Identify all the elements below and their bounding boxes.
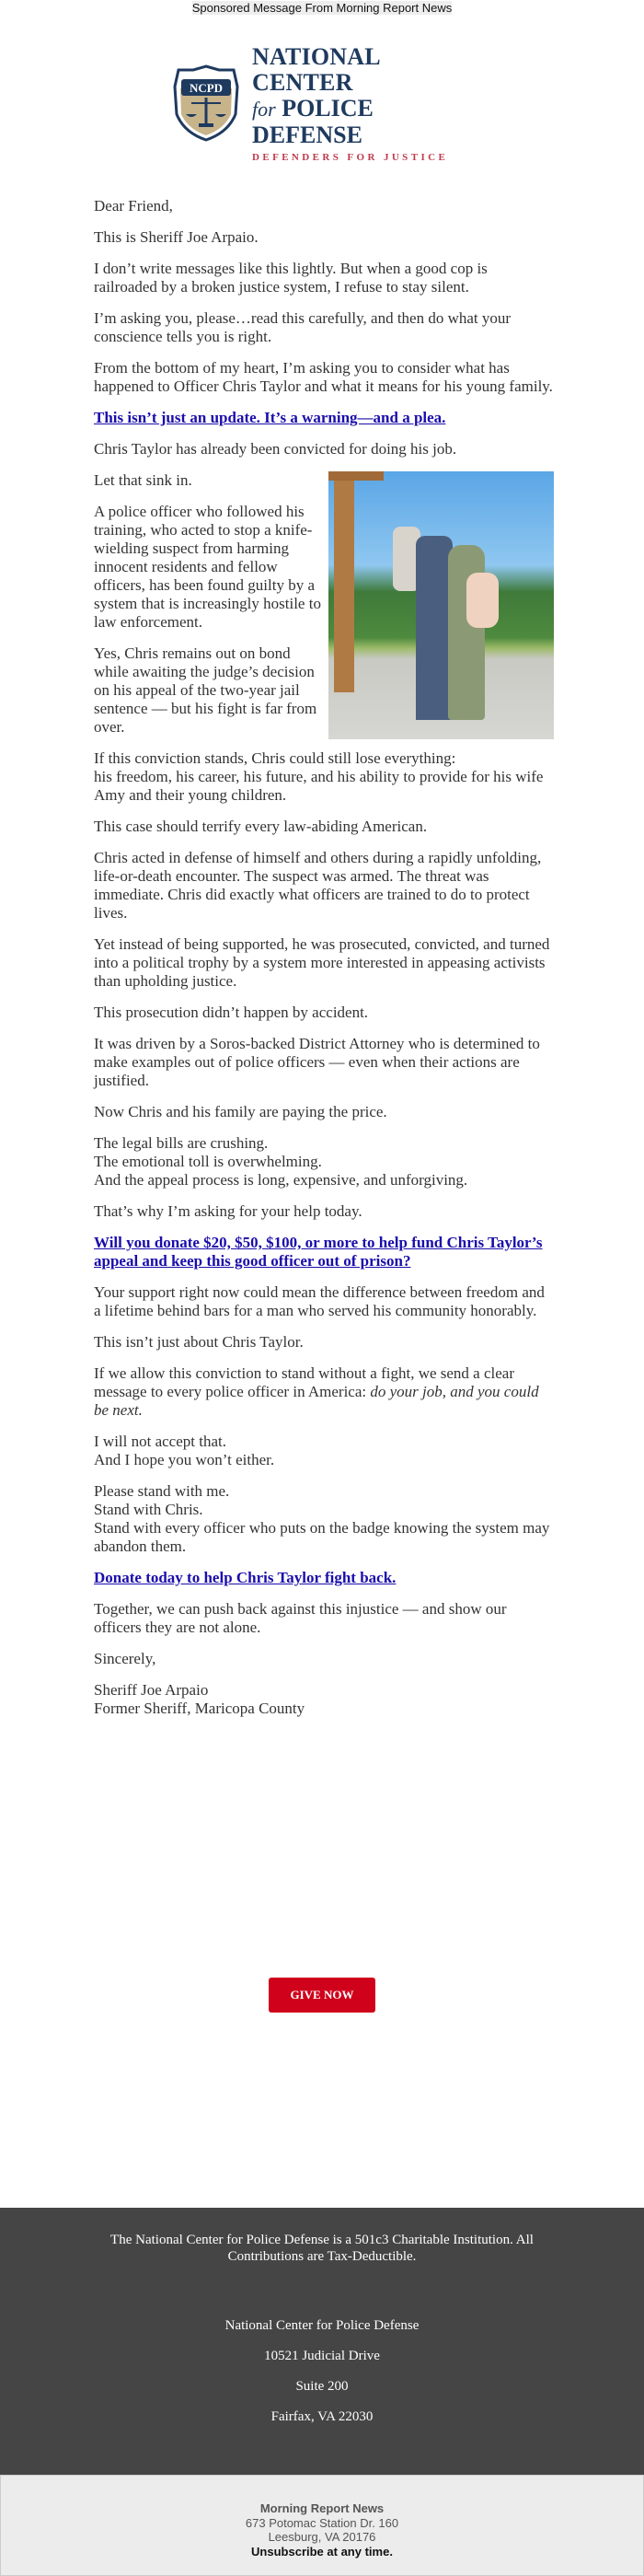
text: I will not accept that. — [94, 1433, 226, 1450]
paragraph: This prosecution didn’t happen by accident. — [94, 1004, 369, 1021]
greeting: Dear Friend, — [94, 197, 173, 215]
paragraph: Let that sink in. — [94, 471, 192, 489]
signature-title: Former Sheriff, Maricopa County — [94, 1700, 305, 1717]
donate-today-link[interactable]: Donate today to help Chris Taylor fight back. — [94, 1569, 397, 1586]
text: his freedom, his career, his future, and his ability to provide for his wife Amy and their young children. — [94, 768, 544, 804]
text: The legal bills are crushing. — [94, 1134, 269, 1152]
logo-tagline: DEFENDERS FOR JUSTICE — [252, 151, 449, 163]
logo-police-defense: POLICE DEFENSE — [252, 94, 374, 148]
paragraph: It was driven by a Soros-backed District Attorney who is determined to make examples out of police officers — even when their actions are justified. — [94, 1035, 540, 1089]
letter-body — [94, 197, 554, 1731]
signature-name: Sheriff Joe Arpaio — [94, 1681, 209, 1699]
paragraph — [94, 1134, 554, 1189]
publisher-street: 673 Potomac Station Dr. 160 — [245, 2515, 399, 2530]
logo-line1: NATIONAL CENTER — [252, 42, 380, 96]
paragraph: This is Sheriff Joe Arpaio. — [94, 228, 259, 246]
give-now-button[interactable]: GIVE NOW — [269, 1978, 375, 2013]
org-city: Fairfax, VA 22030 — [270, 2409, 374, 2424]
signature — [94, 1681, 554, 1718]
text: And I hope you won’t either. — [94, 1451, 275, 1468]
police-badge-icon — [173, 64, 239, 142]
paragraph: A police officer who followed his training, who acted to stop a knife-wielding suspect from harming innocent residents and fellow officers, has been found guilty by a system that is increasingly hostile to law enforcement. — [94, 503, 321, 631]
text: And the appeal process is long, expensive, and unforgiving. — [94, 1171, 468, 1189]
text: If this conviction stands, Chris could still lose everything: — [94, 749, 456, 767]
logo-for: for — [252, 97, 276, 121]
closing: Sincerely, — [94, 1650, 156, 1667]
paragraph: Chris acted in defense of himself and others during a rapidly unfolding, life-or-death encounter. The suspect was armed. The threat was immediate. Chris did exactly what officers are trained to do to protect lives. — [94, 849, 542, 922]
publisher-footer — [0, 2475, 644, 2576]
tax-disclaimer: The National Center for Police Defense is a 501c3 Charitable Institution. All Contributions are Tax-Deductible. — [110, 2233, 534, 2264]
org-footer — [0, 2208, 644, 2475]
family-photo — [328, 471, 554, 739]
org-address — [0, 2311, 644, 2432]
text: If we allow this conviction to stand without a fight, we send a clear message to every police officer in America: — [94, 1364, 514, 1400]
italic-text: do your job, and you could be next. — [94, 1383, 539, 1419]
paragraph: Yet instead of being supported, he was prosecuted, convicted, and turned into a political trophy by a system more interested in appeasing activists than upholding justice. — [94, 935, 550, 990]
logo-line2 — [252, 96, 467, 148]
publisher-name: Morning Report News — [259, 2501, 385, 2515]
org-name: National Center for Police Defense — [224, 2318, 420, 2333]
text: Stand with every officer who puts on the badge knowing the system may abandon them. — [94, 1519, 550, 1555]
paragraph: That’s why I’m asking for your help today. — [94, 1202, 362, 1220]
paragraph: From the bottom of my heart, I’m asking you to consider what has happened to Officer Chris Taylor and what it means for his young family. — [94, 359, 553, 395]
sponsored-banner — [0, 0, 644, 17]
paragraph: I’m asking you, please…read this carefully, and then do what your conscience tells you is right. — [94, 309, 512, 345]
paragraph: Now Chris and his family are paying the price. — [94, 1103, 387, 1120]
paragraph: Together, we can push back against this injustice — and show our officers they are not alone. — [94, 1600, 507, 1636]
paragraph: This isn’t just about Chris Taylor. — [94, 1333, 304, 1351]
paragraph: This case should terrify every law-abiding American. — [94, 818, 428, 835]
paragraph — [94, 1364, 554, 1420]
warning-link[interactable]: This isn’t just an update. It’s a warning—and a plea. — [94, 409, 446, 426]
unsubscribe-link[interactable]: Unsubscribe at any time. — [251, 2544, 393, 2559]
paragraph — [94, 749, 554, 805]
org-suite: Suite 200 — [295, 2379, 349, 2394]
text: Stand with Chris. — [94, 1501, 203, 1518]
text: Please stand with me. — [94, 1482, 230, 1500]
ncpd-logo[interactable] — [173, 42, 467, 163]
svg-text:NCPD: NCPD — [189, 81, 224, 95]
paragraph: Yes, Chris remains out on bond while awaiting the judge’s decision on his appeal of the two-year jail sentence — but his fight is far from over. — [94, 644, 317, 736]
paragraph: I don’t write messages like this lightly. But when a good cop is railroaded by a broken justice system, I refuse to stay silent. — [94, 260, 488, 296]
donate-amount-link[interactable]: Will you donate $20, $50, $100, or more to help fund Chris Taylor’s appeal and keep this good officer out of prison? — [94, 1234, 543, 1270]
paragraph: Chris Taylor has already been convicted for doing his job. — [94, 440, 457, 458]
paragraph — [94, 1433, 554, 1469]
paragraph — [94, 1482, 554, 1556]
sponsored-text: Sponsored Message From Morning Report News — [191, 1, 453, 15]
paragraph: Your support right now could mean the difference between freedom and a lifetime behind bars for a man who served his community honorably. — [94, 1283, 545, 1319]
text: The emotional toll is overwhelming. — [94, 1153, 322, 1170]
org-street: 10521 Judicial Drive — [264, 2349, 380, 2363]
publisher-city: Leesburg, VA 20176 — [268, 2530, 376, 2544]
